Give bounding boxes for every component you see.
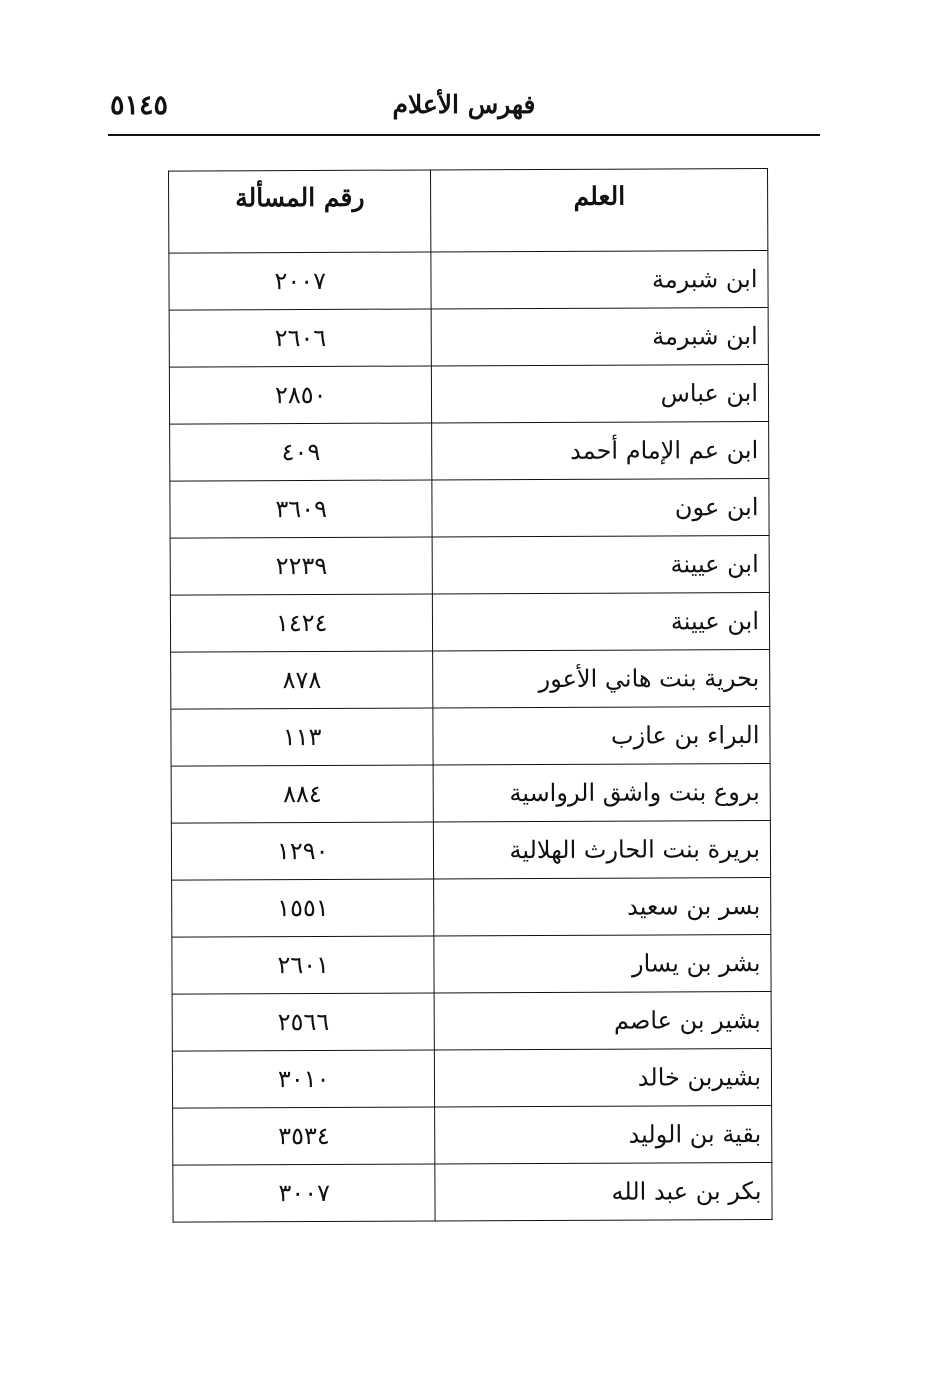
person-name-cell: ابن شبرمة <box>432 308 769 366</box>
table-header-row <box>169 169 768 254</box>
issue-number-cell: ١٢٩٠ <box>171 822 434 880</box>
person-name-cell: ابن شبرمة <box>431 251 768 309</box>
issue-number-cell: ١٥٥١ <box>172 879 435 937</box>
issue-number-cell: ٣٥٣٤ <box>173 1107 436 1165</box>
column-header-issue-number: رقم المسألة <box>169 170 432 253</box>
table-row <box>172 1048 771 1108</box>
issue-number-cell: ١١٣ <box>171 708 434 766</box>
table-row <box>172 934 771 994</box>
table-row <box>169 365 768 425</box>
issue-number-cell: ٤٠٩ <box>170 423 433 481</box>
person-name-cell: بكر بن عبد الله <box>435 1162 772 1220</box>
table-row <box>169 308 768 368</box>
person-name-cell: بروع بنت واشق الرواسية <box>434 763 771 821</box>
table-row <box>173 1162 772 1222</box>
issue-number-cell: ٣٦٠٩ <box>170 480 433 538</box>
issue-number-cell: ٢٥٦٦ <box>172 993 435 1051</box>
table-row <box>170 478 769 538</box>
names-index-table <box>168 168 773 1223</box>
person-name-cell: بحرية بنت هاني الأعور <box>433 649 770 707</box>
issue-number-cell: ٨٧٨ <box>171 651 434 709</box>
issue-number-cell: ٢٢٣٩ <box>170 537 433 595</box>
table-row <box>171 820 770 880</box>
person-name-cell: بريرة بنت الحارث الهلالية <box>434 820 771 878</box>
person-name-cell: ابن عباس <box>432 365 769 423</box>
issue-number-cell: ٣٠٠٧ <box>173 1164 436 1222</box>
person-name-cell: ابن عيينة <box>433 535 770 593</box>
table-row <box>170 421 769 481</box>
person-name-cell: ابن عم الإمام أحمد <box>432 421 769 479</box>
table-row <box>171 649 770 709</box>
person-name-cell: بسر بن سعيد <box>434 877 771 935</box>
person-name-cell: بشير بن عاصم <box>435 991 772 1049</box>
running-title: فهرس الأعلام <box>392 90 536 119</box>
table-row <box>170 592 769 652</box>
column-header-name: العلم <box>431 169 768 252</box>
person-name-cell: بشر بن يسار <box>434 934 771 992</box>
table-row <box>173 1105 772 1165</box>
person-name-cell: بشيربن خالد <box>435 1048 772 1106</box>
table-row <box>171 706 770 766</box>
table-row <box>171 763 770 823</box>
page-number: ٥١٤٥ <box>110 90 169 121</box>
person-name-cell: البراء بن عازب <box>433 706 770 764</box>
table-row <box>170 535 769 595</box>
table-row <box>172 877 771 937</box>
issue-number-cell: ١٤٢٤ <box>170 594 433 652</box>
person-name-cell: بقية بن الوليد <box>435 1105 772 1163</box>
issue-number-cell: ٢٦٠٦ <box>169 309 432 367</box>
person-name-cell: ابن عيينة <box>433 592 770 650</box>
table-row <box>172 991 771 1051</box>
issue-number-cell: ٢٠٠٧ <box>169 252 432 310</box>
table-row <box>169 251 768 311</box>
page-header <box>108 88 820 136</box>
issue-number-cell: ٨٨٤ <box>171 765 434 823</box>
issue-number-cell: ٢٨٥٠ <box>169 366 432 424</box>
issue-number-cell: ٢٦٠١ <box>172 936 435 994</box>
issue-number-cell: ٣٠١٠ <box>172 1050 435 1108</box>
person-name-cell: ابن عون <box>432 478 769 536</box>
table-body <box>169 251 772 1223</box>
